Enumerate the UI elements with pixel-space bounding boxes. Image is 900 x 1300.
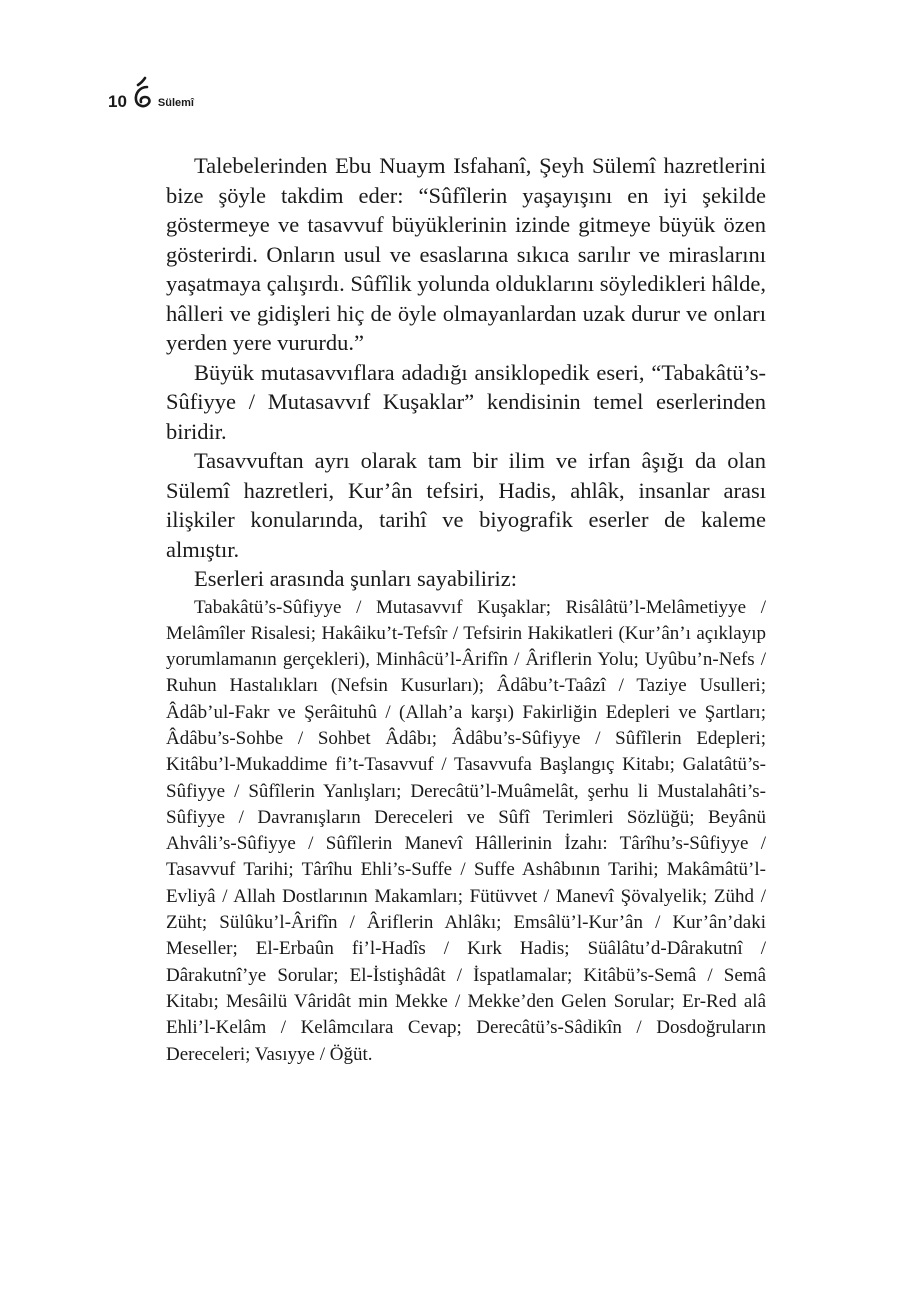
body-paragraph: Büyük mutasavvıflara adadığı ansiklopedik eseri, “Tabakâtü’s-Sûfiyye / Mutasavvıf Kuşaklar” kendisinin temel eserlerinden biridir. [166, 359, 766, 444]
calligraphic-ornament-icon [132, 74, 154, 112]
body-paragraph: Talebelerinden Ebu Nuaym Isfahanî, Şeyh Sülemî hazretlerini bize şöyle takdim eder: “Sûfîlerin yaşayışını en iyi şekilde göstermeye ve tasavvuf büyüklerinin izinde gitmeye büyük özen gösterirdi. Onların usul ve esaslarına sıkıca sarılır ve miraslarını yaşatmaya çalışırdı. Sûfîlik yolunda olduklarını söyledikleri hâlde, hâlleri ve gidişleri hiç de öyle olmayanlardan uzak durur ve onları yerden yere vururdu.” [166, 153, 766, 355]
page-header [108, 72, 194, 112]
body-paragraph: Tasavvuftan ayrı olarak tam bir ilim ve irfan âşığı da olan Sülemî hazretleri, Kur’ân tefsiri, Hadis, ahlâk, insanlar arası ilişkiler konularında, tarihî ve biyografik eserler de kaleme almıştır. [166, 448, 766, 562]
page-number: 10 [108, 92, 127, 111]
page-body [166, 151, 766, 1068]
running-head: Sülemî [157, 97, 194, 109]
bibliography-list: Tabakâtü’s-Sûfiyye / Mutasavvıf Kuşaklar; Risâlâtü’l-Melâmetiyye / Melâmîler Risalesi; Hakâiku’t-Tefsîr / Tefsirin Hakikatleri (Kur’ân’ı açıklayıp yorumlamanın gerçekleri), Minhâcü’l-Ârifîn / Âriflerin Yolu; Uyûbu’n-Nefs / Ruhun Hastalıkları (Nefsin Kusurları); Âdâbu’t-Taâzî / Taziye Usulleri; Âdâb’ul-Fakr ve Şerâituhû / (Allah’a karşı) Fakirliğin Edepleri ve Şartları; Âdâbu’s-Sohbe / Sohbet Âdâbı; Âdâbu’s-Sûfiyye / Sûfîlerin Edepleri; Kitâbu’l-Mukaddime fi’t-Tasavvuf / Tasavvufa Başlangıç Kitabı; Galatâtü’s-Sûfiyye / Sûfîlerin Yanlışları; Derecâtü’l-Muâmelât, şerhu li Mustalahâti’s-Sûfiyye / Davranışların Dereceleri ve Sûfî Terimleri Sözlüğü; Beyânü Ahvâli’s-Sûfiyye / Sûfîlerin Manevî Hâllerinin İzahı: Târîhu’s-Sûfiyye / Tasavvuf Tarihi; Târîhu Ehli’s-Suffe / Suffe Ashâbının Tarihi; Makâmâtü’l-Evliyâ / Allah Dostlarının Makamları; Fütüvvet / Manevî Şövalyelik; Zühd / Züht; Sülûku’l-Ârifîn / Âriflerin Ahlâkı; Emsâlü’l-Kur’ân / Kur’ân’daki Meseller; El-Erbaûn fi’l-Hadîs / Kırk Hadis; Süâlâtu’d-Dârakutnî / Dârakutnî’ye Sorular; El-İstişhâdât / İspatlamalar; Kitâbü’s-Semâ / Semâ Kitabı; Mesâilü Vâridât min Mekke / Mekke’den Gelen Sorular; Er-Red alâ Ehli’l-Kelâm / Kelâmcılara Cevap; Derecâtü’s-Sâdikîn / Dosdoğruların Dereceleri; Vasıyye / Öğüt. [166, 596, 766, 1065]
bibliography-intro: Eserleri arasında şunları sayabiliriz: [194, 566, 517, 591]
